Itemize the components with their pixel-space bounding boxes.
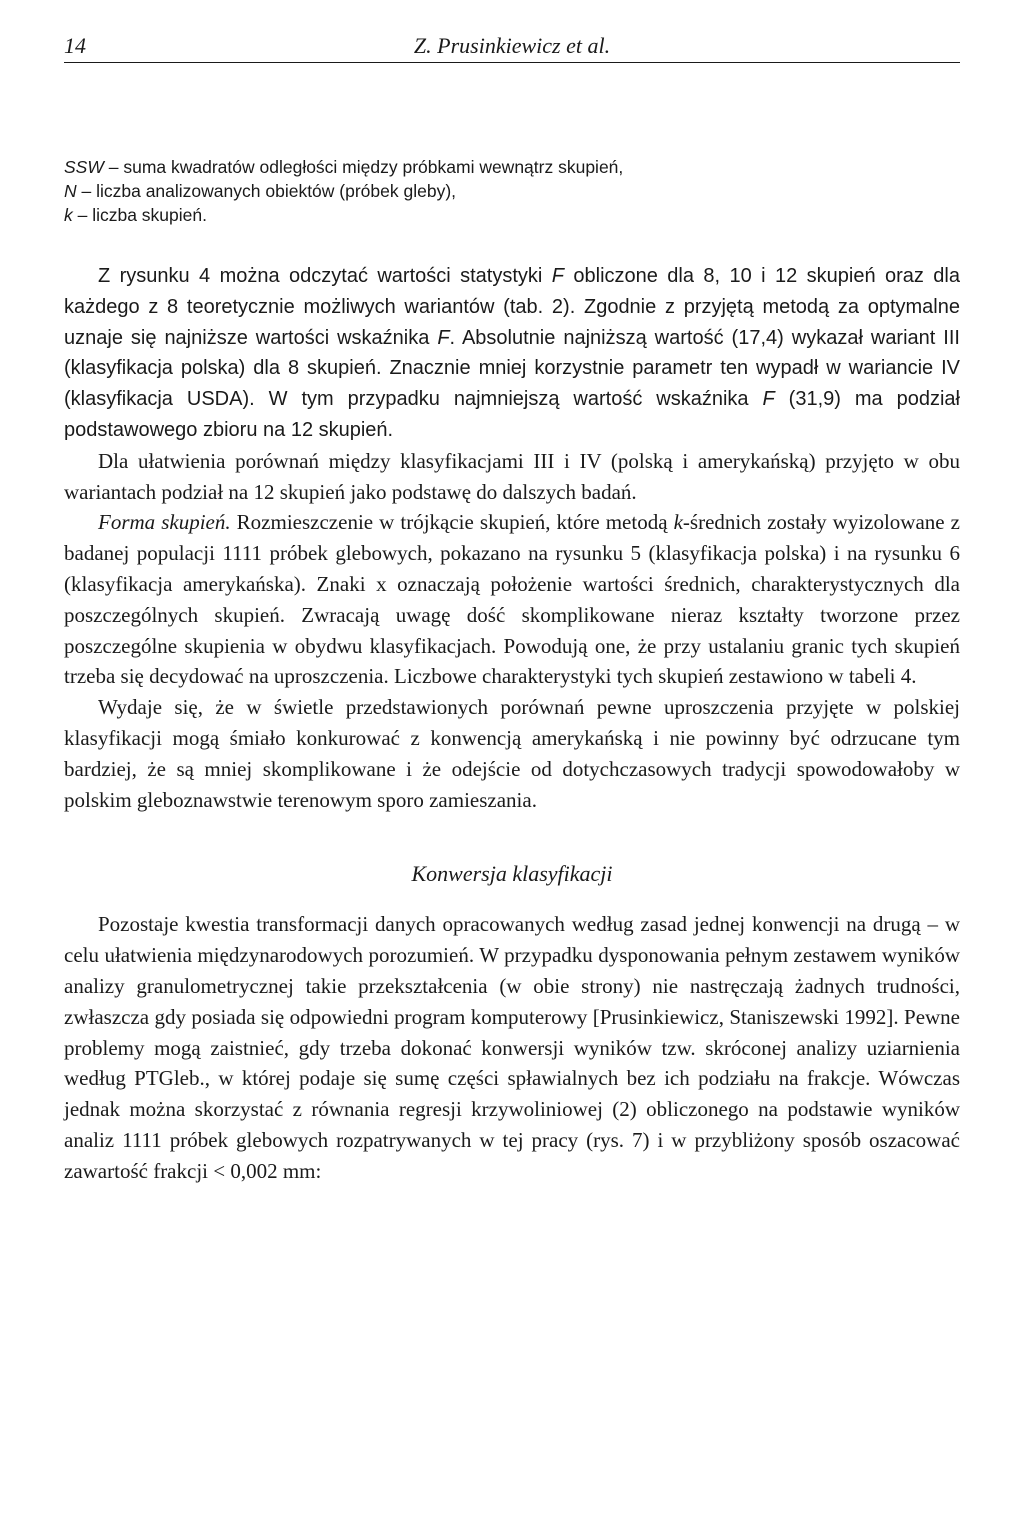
section-heading: Konwersja klasyfikacji <box>411 861 613 887</box>
text-run: Z rysunku 4 można odczytać wartości statystyki <box>98 265 552 287</box>
definition-text: – liczba analizowanych obiektów (próbek gleby), <box>76 181 457 201</box>
paragraph-conversion: Pozostaje kwestia transformacji danych opracowanych według zasad jednej konwencji na drugą – w celu ułatwienia międzynarodowych porozumień. W przypadku dysponowania pełnym zestawem wyników analizy granulometrycznej takie przekształcenia (w obie strony) nie nastręczają żadnych trudności, zwłaszcza gdy posiada się odpowiedni program komputerowy [Prusinkiewicz, Staniszewski 1992]. Pewne problemy mogą zaistnieć, gdy trzeba dokonać konwersji wyników tzw. skróconej analizy uziarnienia według PTGleb., w której podaje się sumę części spławialnych bez ich podziału na frakcje. Wówczas jednak można skorzystać z równania regresji krzywoliniowej (2) obliczonego na podstawie wyników analiz 1111 próbek glebowych rozpatrywanych w tej pracy (rys. 7) i w przybliżony sposób oszacować zawartość frakcji < 0,002 mm: <box>64 912 960 1183</box>
paragraph-cluster-shape <box>64 507 960 692</box>
italic-symbol: F <box>551 265 564 287</box>
paragraph-conclusion: Wydaje się, że w świetle przedstawionych porównań pewne uproszczenia przyjęte w polskiej klasyfikacji mogą śmiało konkurować z konwencją amerykańską i nie powinny być odrzucane tym bardziej, że są mniej skomplikowane i że odejście od dotychczasowych tradycji spowodowałoby w polskim gleboznawstwie terenowym sporo zamieszania. <box>64 695 960 812</box>
text-run: obliczone dla 8, 10 i 12 skupień oraz dla każdego z 8 teoretycznie możliwych wariantów (tab. 2). Zgodnie z przyjętą metodą za optymalne uznaje się najniższe wartości wskaźnika <box>64 265 960 349</box>
definition-n <box>64 179 960 203</box>
italic-symbol: F <box>437 326 450 349</box>
running-head-authors: Z. Prusinkiewicz et al. <box>413 33 611 58</box>
italic-symbol: F <box>762 388 775 411</box>
text-run: . Absolutnie najniższą wartość (17,4) wykazał wariant III (klasyfikacja polska) dla 8 skupień. Znacznie mniej korzystnie parametr ten wypadł w wariancie IV (klasyfikacja USDA). W tym przypadku najmniejszą wartość wskaźnika <box>64 326 960 411</box>
definition-symbol: N <box>64 181 77 201</box>
definition-text: – suma kwadratów odległości między próbkami wewnątrz skupień, <box>103 157 624 177</box>
definition-symbol: SSW <box>64 157 104 177</box>
text-run: Rozmieszczenie w trójkącie skupień, które metodą <box>230 510 674 535</box>
definition-ssw <box>64 155 960 179</box>
running-head <box>64 30 960 63</box>
definition-k <box>64 203 960 227</box>
text-run: -średnich zostały wyizolowane z badanej populacji 1111 próbek glebowych, pokazano na rysunku 5 (klasyfikacja polska) i na rysunku 6 (klasyfikacja amerykańska). Znaki x oznaczają położenie wartości średnich, charakterystycznych dla poszczególnych skupień. Zwracają uwagę dość skomplikowane nieraz kształty tworzone przez poszczególne skupienia w obydwu klasyfikacjach. Powodują one, że przy ustalaniu granic tych skupień trzeba się decydować na uproszczenia. Liczbowe charakterystyki tych skupień zestawiono w tabeli 4. <box>64 510 960 689</box>
italic-symbol: k <box>673 510 683 535</box>
page-number: 14 <box>64 33 86 58</box>
definition-symbol: k <box>64 205 73 225</box>
symbol-definitions <box>64 155 960 227</box>
text-run: (31,9) ma podział podstawowego zbioru na 12 skupień. <box>64 388 960 441</box>
run-in-heading: Forma skupień. <box>98 510 231 535</box>
definition-text: – liczba skupień. <box>72 205 207 225</box>
body-text <box>64 446 960 1187</box>
paragraph <box>64 261 960 446</box>
paragraph-comparison: Dla ułatwienia porównań między klasyfikacjami III i IV (polską i amerykańską) przyjęto w obu wariantach podział na 12 skupień jako podstawę do dalszych badań. <box>64 448 960 504</box>
page <box>64 30 960 1187</box>
paragraph-f-statistics <box>64 261 960 446</box>
